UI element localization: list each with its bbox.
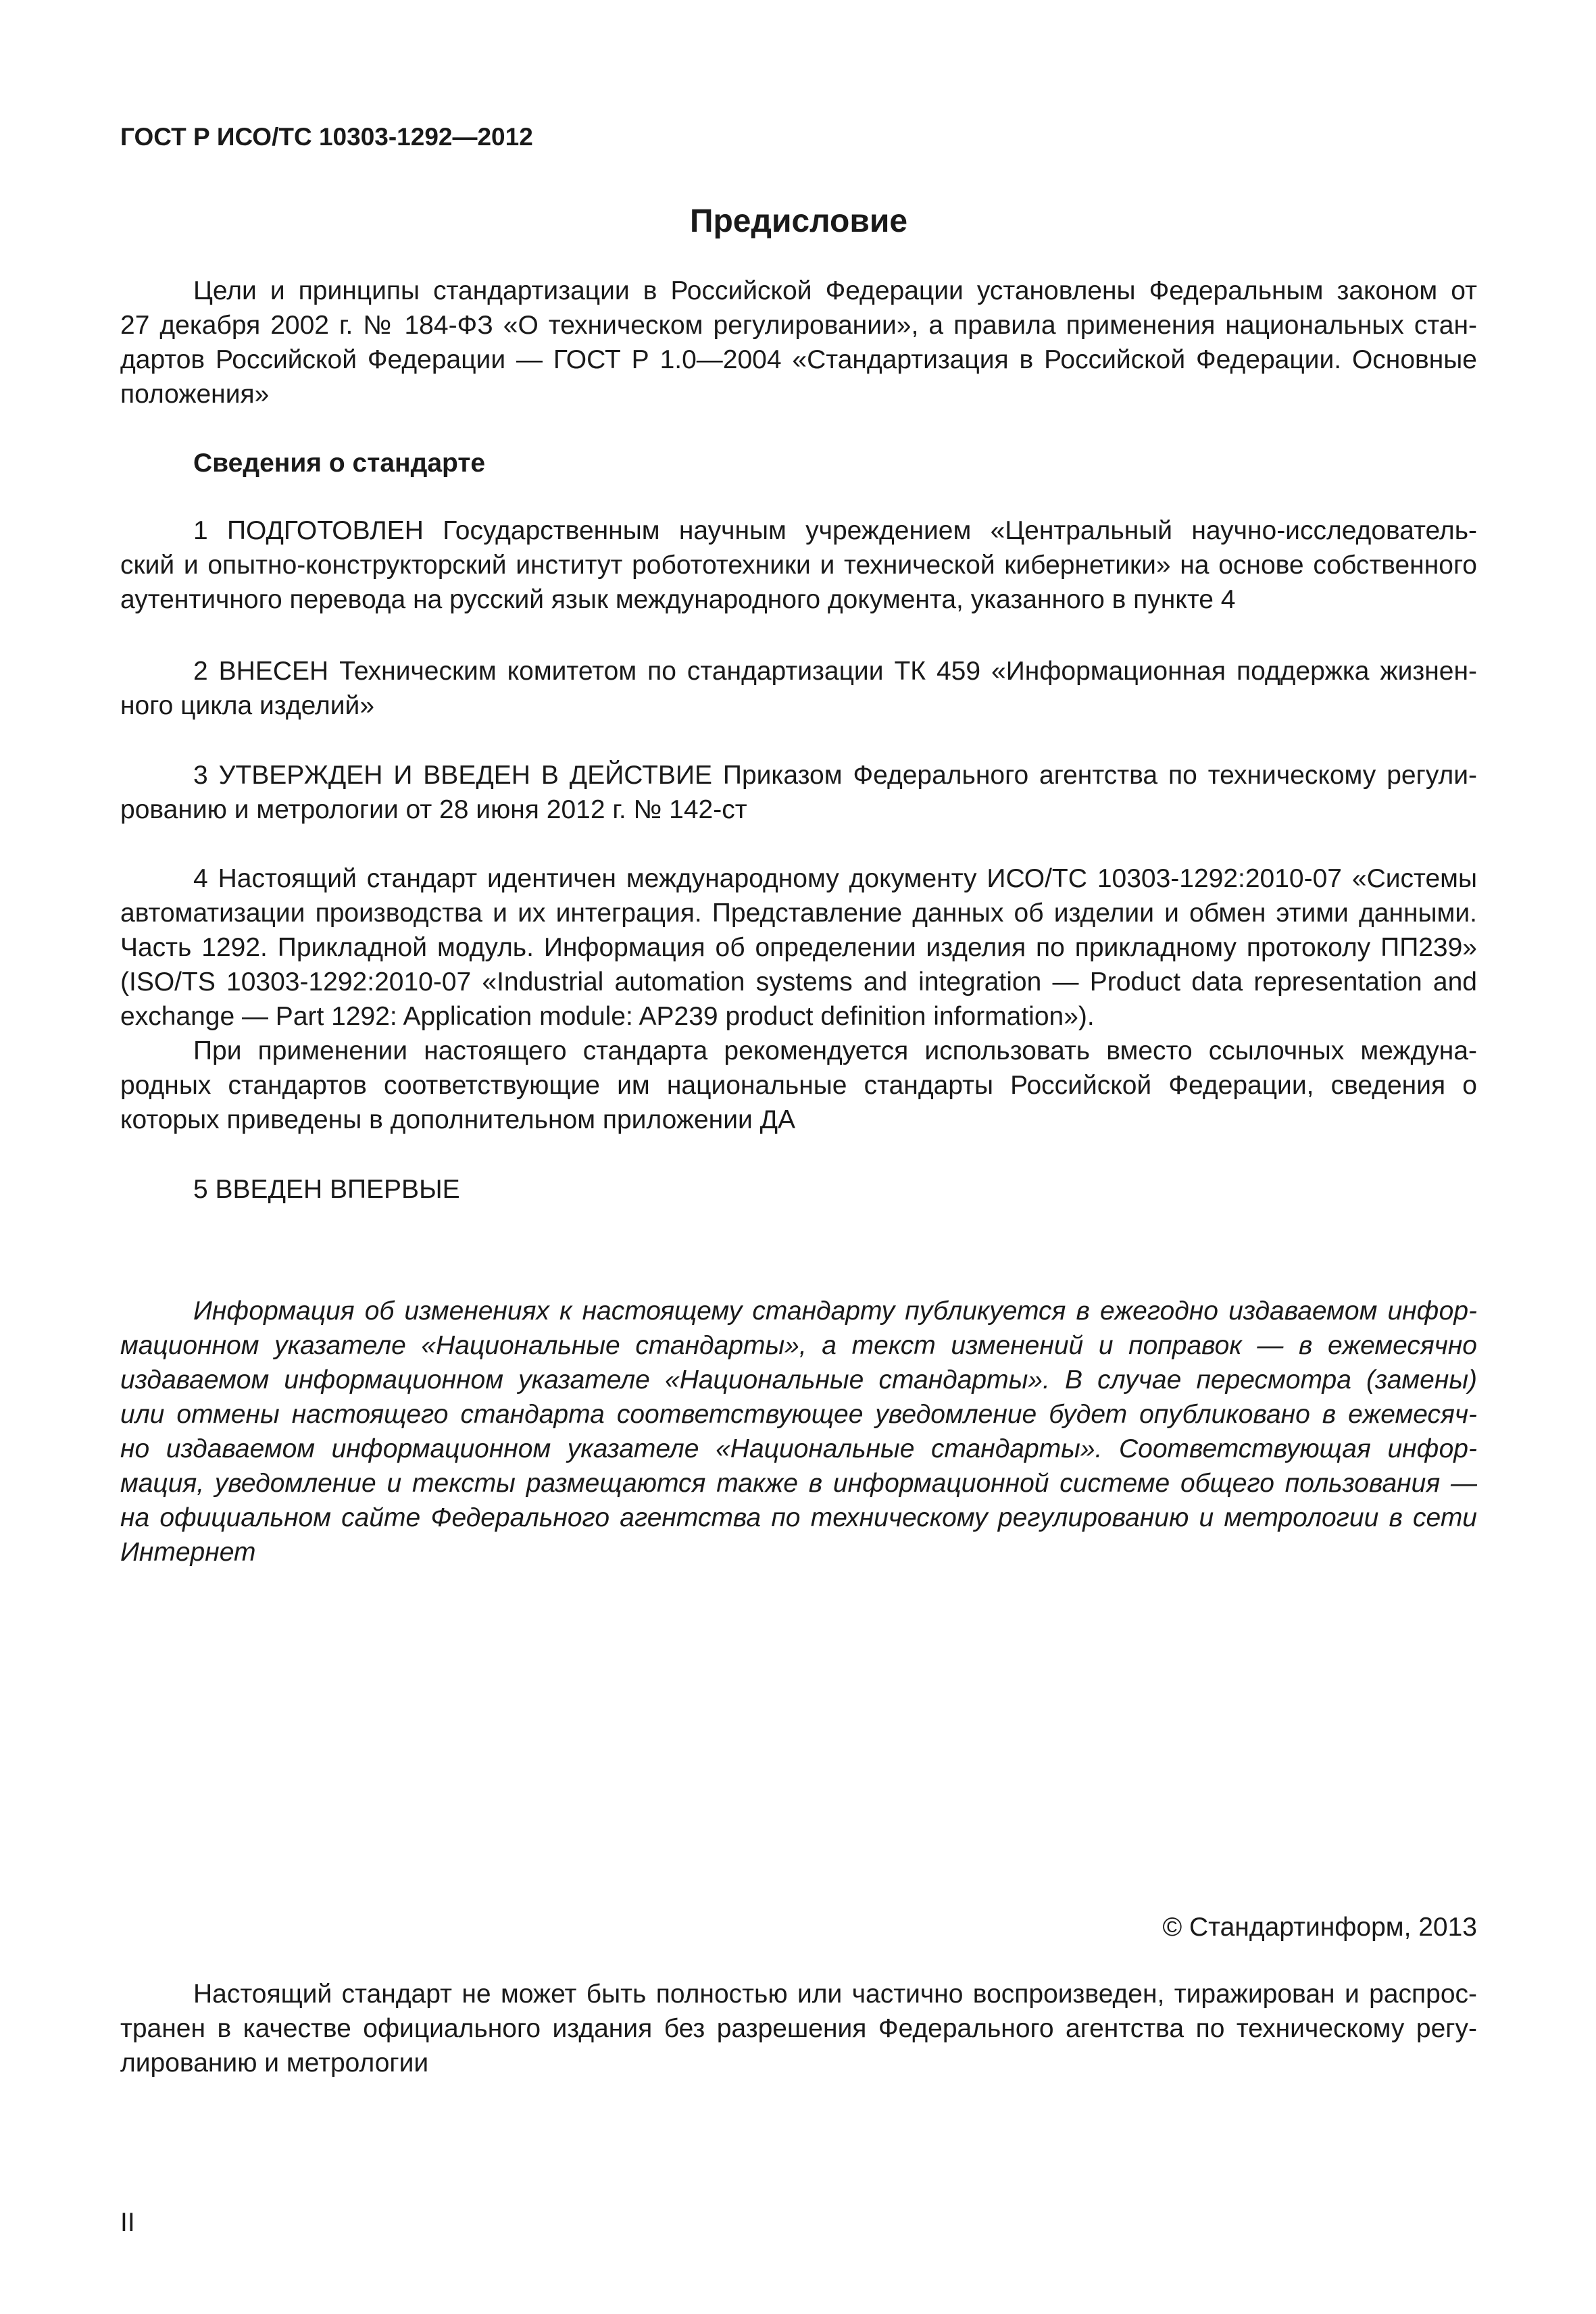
document-code: ГОСТ Р ИСО/ТС 10303-1292—2012 (120, 123, 533, 151)
item-3-line: рованию и метрологии от 28 июня 2012 г. № 142-ст (120, 795, 747, 824)
page-number: II (120, 2208, 135, 2237)
item-4-line: которых приведены в дополнительном приложении ДА (120, 1105, 796, 1134)
item-5-line: 5 ВВЕДЕН ВПЕРВЫЕ (193, 1175, 460, 1204)
item-4-line: родных стандартов соответствующие им национальные стандарты Российской Федерации, сведения о (120, 1071, 1477, 1100)
intro-line: Цели и принципы стандартизации в Российской Федерации установлены Федеральным законом от (193, 276, 1477, 305)
notice-line: но издаваемом информационном указателе «Национальные стандарты». Соответствующая инфор- (120, 1434, 1477, 1463)
item-1-line: аутентичного перевода на русский язык международного документа, указанного в пункте 4 (120, 585, 1236, 614)
item-3-line: 3 УТВЕРЖДЕН И ВВЕДЕН В ДЕЙСТВИЕ Приказом Федерального агентства по техническому регули- (193, 761, 1477, 790)
intro-paragraph (120, 274, 1477, 411)
copyright-notice: © Стандартинформ, 2013 (1162, 1913, 1477, 1942)
reproduction-line: лированию и метрологии (120, 2048, 429, 2078)
item-1-paragraph (120, 513, 1477, 617)
item-4-line: 4 Настоящий стандарт идентичен международному документу ИСО/ТС 10303-1292:2010-07 «Системы (193, 864, 1477, 893)
notice-line: мационном указателе «Национальные стандарты», а текст изменений и поправок — в ежемесячно (120, 1331, 1477, 1360)
item-4-line: exchange — Part 1292: Application module: AP239 product definition information»). (120, 1002, 1095, 1031)
notice-paragraph (120, 1294, 1477, 1569)
item-2-line: 2 ВНЕСЕН Техническим комитетом по стандартизации ТК 459 «Информационная поддержка жизнен- (193, 657, 1477, 686)
item-1-line: 1 ПОДГОТОВЛЕН Государственным научным учреждением «Центральный научно-исследователь- (193, 516, 1477, 545)
item-2-paragraph (120, 654, 1477, 723)
standard-info-heading: Сведения о стандарте (193, 449, 486, 478)
item-2-line: ного цикла изделий» (120, 691, 375, 720)
item-4-line: (ISO/TS 10303-1292:2010-07 «Industrial automation systems and integration — Product data representation and (120, 967, 1477, 997)
reproduction-line: Настоящий стандарт не может быть полностью или частично воспроизведен, тиражирован и распрос- (193, 1980, 1477, 2009)
notice-line: мация, уведомление и тексты размещаются также в информационной системе общего пользования — (120, 1469, 1477, 1498)
notice-line: на официальном сайте Федерального агентства по техническому регулированию и метрологии в сети (120, 1503, 1477, 1532)
item-4-line: автоматизации производства и их интеграция. Представление данных об изделии и обмен этими данными. (120, 899, 1477, 928)
notice-line: Информация об изменениях к настоящему стандарту публикуется в ежегодно издаваемом инфор- (193, 1297, 1477, 1326)
item-3-paragraph (120, 758, 1477, 827)
document-page (120, 0, 1477, 2314)
intro-line: положения» (120, 380, 270, 409)
item-1-line: ский и опытно-конструкторский институт робототехники и технической кибернетики» на основе собственного (120, 551, 1477, 580)
item-4-paragraph (120, 861, 1477, 1137)
notice-line: или отмены настоящего стандарта соответствующее уведомление будет опубликовано в ежемесяч- (120, 1400, 1477, 1429)
intro-line: дартов Российской Федерации — ГОСТ Р 1.0—2004 «Стандартизация в Российской Федерации. Основные (120, 345, 1477, 374)
item-5-paragraph (120, 1172, 1477, 1207)
reproduction-line: транен в качестве официального издания без разрешения Федерального агентства по техническому регу- (120, 2014, 1477, 2043)
item-4-line: При применении настоящего стандарта рекомендуется использовать вместо ссылочных междуна- (193, 1036, 1477, 1065)
intro-line: 27 декабря 2002 г. № 184-ФЗ «О техническом регулировании», а правила применения национальных стан- (120, 311, 1477, 340)
page-title: Предисловие (689, 203, 908, 239)
notice-line: Интернет (120, 1538, 256, 1567)
item-4-line: Часть 1292. Прикладной модуль. Информация об определении изделия по прикладному протоколу ПП239» (120, 933, 1477, 962)
notice-line: издаваемом информационном указателе «Национальные стандарты». В случае пересмотра (замены) (120, 1365, 1477, 1394)
reproduction-paragraph (120, 1977, 1477, 2080)
